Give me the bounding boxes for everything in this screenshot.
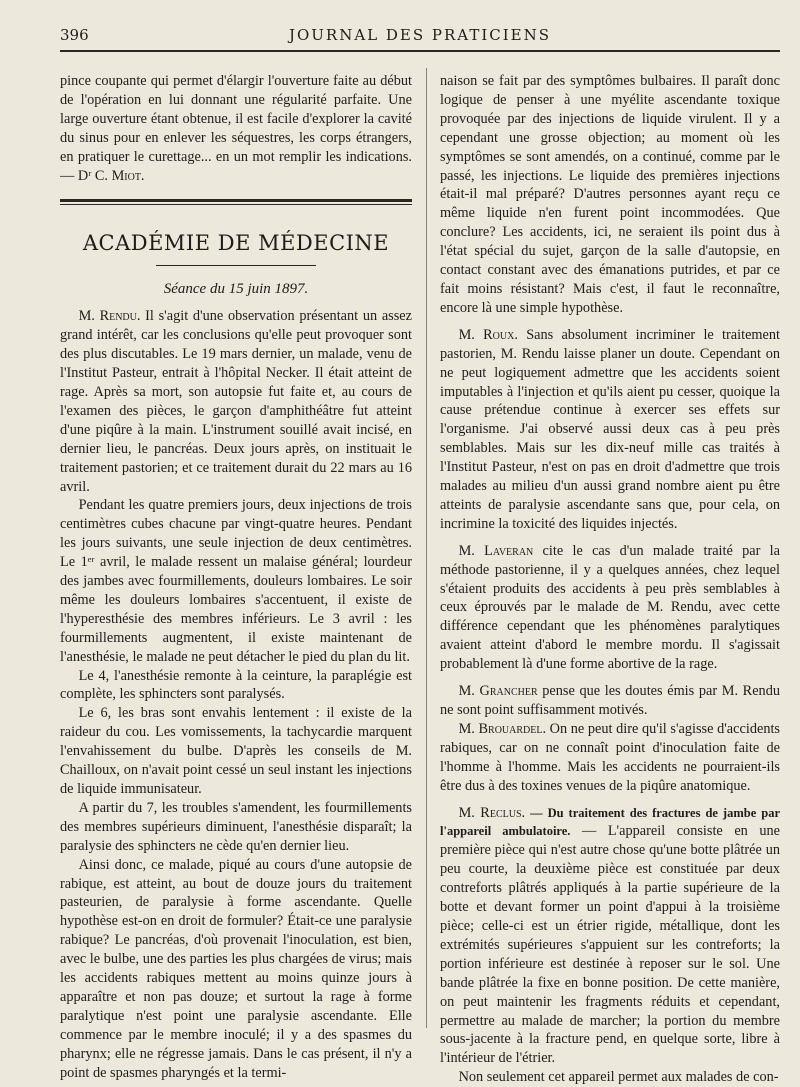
header-rule (60, 50, 780, 52)
paragraph-text: On ne peut dire qu'il s'agisse d'accidents rabiques, car on ne connaît point d'inoculation faite de l'homme à l'homme. Mais les accidents ne pourraient-ils être dus à des toxines venues de la piqûre anatomique. (440, 720, 780, 794)
paragraph-roux (440, 326, 780, 534)
communication-title: — Du traitement des fractures de jambe par l'appareil ambulatoire. (440, 805, 780, 839)
right-column (440, 72, 780, 1087)
section-separator (60, 199, 412, 205)
speaker-name: M. Rendu. (78, 308, 141, 325)
section-title: ACADÉMIE DE MÉDECINE (82, 231, 390, 256)
paragraph: Le 6, les bras sont envahis lentement : il existe de la raideur du cou. Les vomissements, la tachycardie marquent l'envahissement du bulbe. D'après les conseils de M. Chailloux, on n'avait point cessé un seul instant les injections de liquide immunisateur. (60, 705, 412, 797)
paragraph: Non seulement cet appareil permet aux malades de con- (458, 1069, 779, 1086)
page-number: 396 (60, 26, 89, 44)
speaker-name: M. Brouardel. (458, 720, 547, 737)
paragraph-text: cite le cas d'un malade traité par la méthode pastorienne, il y a quelques années, chez lequel s'étaient produits des accidents à peu près semblables à ceux éprouvés par le malade de M. Rendu, avec cette différence cependant que les phénomènes paralytiques avaient atteint d'abord le membre mordu. Il s'agissait probablement là d'une forme abortive de la rage. (440, 542, 780, 673)
intro-text: pince coupante qui permet d'élargir l'ouverture faite au début de l'opération en lui donnant une régularité parfaite. Une large ouverture étant obtenue, il est facile d'explorer la cavité du sinus pour en enlever les séquestres, les corps étrangers, en pratiquer le curettage... en un mot remplir les indications. — (60, 73, 412, 184)
session-date: Séance du 15 juin 1897. (163, 281, 309, 298)
speaker-name: M. Reclus. (458, 804, 526, 821)
paragraph-brouardel (440, 720, 780, 796)
section-title-rule (156, 265, 316, 266)
running-title: JOURNAL DES PRATICIENS (288, 26, 552, 44)
paragraph-text: — L'appareil consiste en une première pièce qui n'est autre chose qu'une botte plâtrée un peu courte, la deuxième pièce est constituée par deux contreforts plâtrés appliqués à la partie supérieure de la botte et devant former un point d'appui à la troisième pièce; celle-ci est un étrier rigide, métallique, dont les extrémités supérieures s'appuient sur les contreforts; la portion inférieure est destinée à reposer sur le sol. Une bande plâtrée la fixe en bonne position. De cette manière, on peut maintenir les fragments réduits et cependant, permettre au malade de marcher; la portion du membre sous-jacente à la fracture pend, en quelque sorte, libre à l'intérieur de l'étrier. (440, 823, 780, 1067)
paragraph: A partir du 7, les troubles s'amendent, les fourmillements des membres supérieurs diminuent, l'anesthésie disparaît; la paralysie des sphincters ne cède qu'en dernier lieu. (60, 799, 412, 854)
speaker-name: M. Roux. (458, 326, 518, 343)
intro-paragraph (60, 72, 412, 185)
paragraph-text: Il s'agit d'une observation présentant un assez grand intérêt, car les conclusions qu'elle peut provoquer sont des plus discutables. Le 19 mars dernier, un malade, venu de l'Institut Pasteur, entrait à l'hôpital Necker. Il était atteint de rage. Après sa mort, son autopsie fut faite et, au cours de l'examen des pièces, le garçon d'amphithéâtre fut atteint d'une piqûre à la main. L'instrument souillé avait incisé, en dernier lieu, le pancréas. Deux jours après, on instituait le traitement pastorien; et ce traitement durait du 22 mars au 16 avril. (60, 308, 412, 495)
paragraph-text: Sans absolument incriminer le traitement pastorien, M. Rendu laisse planer un doute. Cependant on ne peut logiquement admettre que les accidents soient imputables à l'injection et qu'ils aient pu cesser, quoique la cause prétendue continue à exercer ses effets sur l'organisme. J'ai observé aussi deux cas à peu près semblables. Mais sur les dix-neuf mille cas traités à l'Institut Pasteur, n'est on pas en droit d'admettre que trois malades au milieu d'un aussi grand nombre aient pu être atteints de paralysie ascendante sans que, pour cela, on incrimine la toxicité des liquides injectés. (440, 326, 780, 532)
speaker-name: M. Grancher (458, 683, 538, 700)
left-column (60, 72, 412, 1083)
page-header (60, 26, 780, 48)
paragraph-grancher (440, 682, 780, 720)
paragraph: naison se fait par des symptômes bulbaires. Il paraît donc logique de penser à une myélite ascendante toxique provoquée par des injections de liquide virulent. Il y a cependant une grosse objection; au moment où les symptômes se sont amendés, on a continué, comme par le passé, les injections. Le liquide des premières injections était-il mal préparé? D'autres personnes ayant reçu ce même liquide n'en furent point incommodées. Que conclure? Les accidents, ici, ne seraient ils point dus à l'état spécial du sujet, garçon de la salle d'autopsie, en contact constant avec des émanations putrides, et par ce fait moins résistant? Mais c'est, il faut le reconnaître, encore là une simple hypothèse. (440, 73, 780, 316)
speaker-name: M. Laveran (458, 542, 534, 559)
paragraph: Pendant les quatre premiers jours, deux injections de trois centimètres cubes chacune par vingt-quatre heures. Pendant les jours suivants, une seule injection de deux centimètres. Le 1ᵉʳ avril, le malade ressent un malaise général; lourdeur des jambes avec fourmillements, douleurs lombaires. Le soir même les douleurs lombaires s'accentuent, il existe de l'hyperesthésie des membres inférieurs. Le 3 avril : les fourmillements augmentent, il existe maintenant de l'anesthésie, le malade ne peut détacher le pied du plan du lit. (60, 497, 412, 665)
paragraph-rendu (60, 307, 412, 496)
paragraph-reclus (440, 804, 780, 1069)
column-divider (426, 68, 427, 1028)
paragraph-text: pense que les doutes émis par M. Rendu ne sont point suffisamment motivés. (440, 683, 780, 718)
paragraph-laveran (440, 542, 780, 674)
intro-signature: Dʳ C. Miot. (77, 167, 145, 184)
paragraph: Le 4, l'anesthésie remonte à la ceinture, la paraplégie est complète, les sphincters sont paralysés. (60, 667, 412, 703)
paragraph: Ainsi donc, ce malade, piqué au cours d'une autopsie de rabique, est atteint, au bout de douze jours du traitement pasteurien, de paralysie à forme ascendante. Quelle hypothèse est-on en droit de formuler? Était-ce une paralysie rabique? Le pancréas, d'où provenait l'inoculation, est bien, avec le bulbe, une des parties les plus chargées de virus; mais les accidents rabiques mettent au moins quinze jours à apparaître et non pas douze; et surtout la rage à forme paralytique n'est point une paralysie ascendante. Elle commence par le membre inoculé; il y a des spasmes du pharynx; elle ne régresse jamais. Dans le cas présent, il n'y a point de spasmes pharyngés et la termi- (60, 856, 412, 1081)
